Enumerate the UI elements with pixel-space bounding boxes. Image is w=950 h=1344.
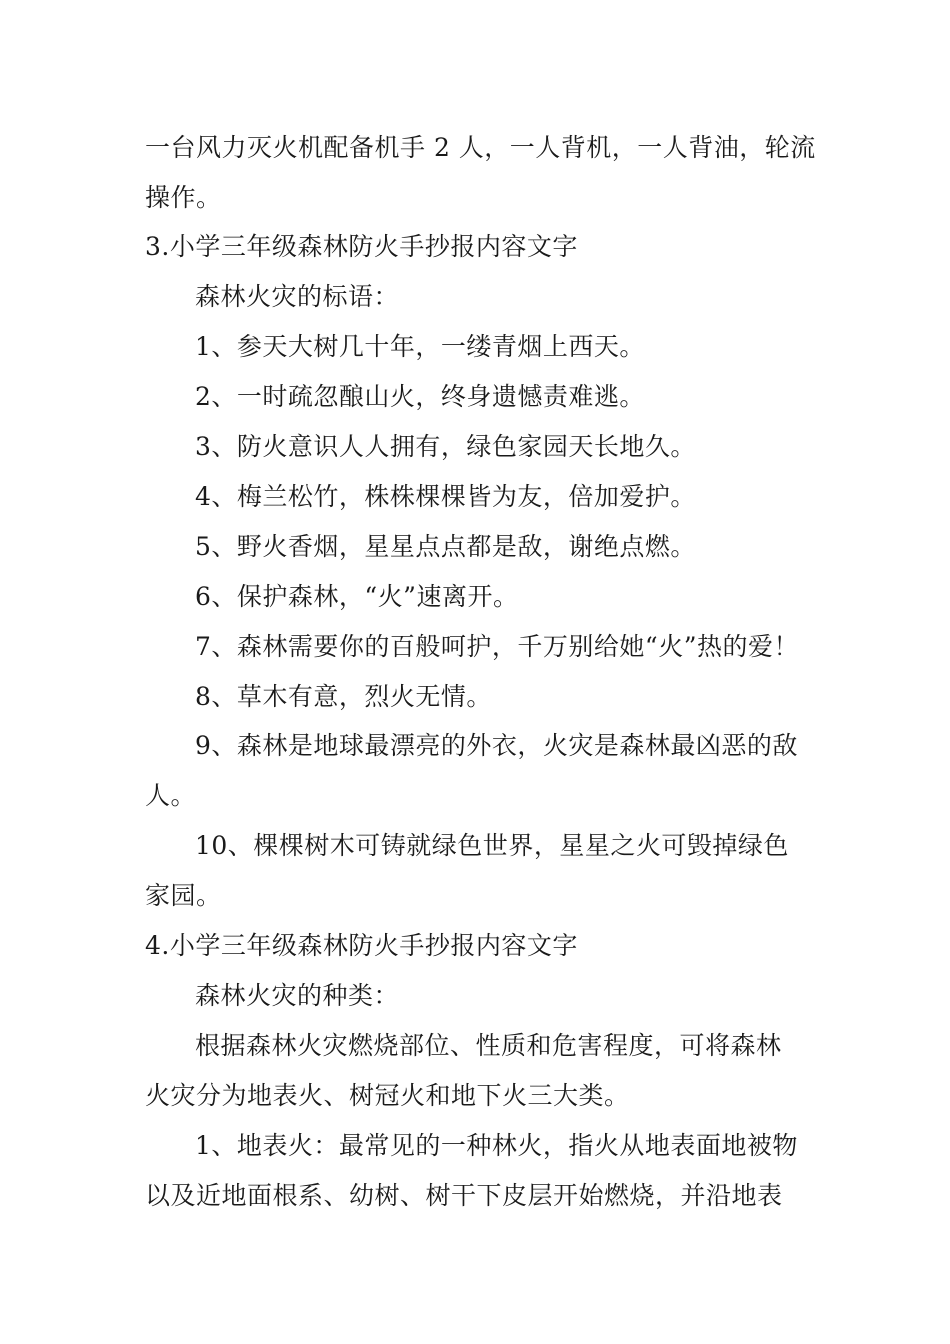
slogan-line-9-cont: 人。 [145, 781, 197, 810]
text-line-19: 根据森林火灾燃烧部位、性质和危害程度，可将森林 [195, 1031, 782, 1060]
text-line-22: 以及近地面根系、幼树、树干下皮层开始燃烧，并沿地表 [145, 1181, 783, 1210]
section-heading-4: 4.小学三年级森林防火手抄报内容文字 [145, 931, 578, 960]
section-heading-3: 3.小学三年级森林防火手抄报内容文字 [145, 232, 578, 261]
slogan-line-10-cont: 家园。 [145, 881, 222, 910]
slogan-line-3: 3、防火意识人人拥有，绿色家园天长地久。 [195, 432, 696, 461]
slogan-line-10: 10、棵棵树木可铸就绿色世界，星星之火可毁掉绿色 [195, 831, 789, 860]
slogan-line-6: 6、保护森林，“火”速离开。 [195, 582, 519, 611]
text-line-4: 森林火灾的标语： [195, 282, 400, 311]
slogan-line-5: 5、野火香烟，星星点点都是敌，谢绝点燃。 [195, 532, 696, 561]
slogan-line-4: 4、梅兰松竹，株株棵棵皆为友，倍加爱护。 [195, 482, 696, 511]
slogan-line-9: 9、森林是地球最漂亮的外衣，火灾是森林最凶恶的敌 [195, 731, 798, 760]
text-line-18: 森林火灾的种类： [195, 981, 400, 1010]
text-line-20: 火灾分为地表火、树冠火和地下火三大类。 [145, 1081, 630, 1110]
text-line-1: 一台风力灭火机配备机手 2 人，一人背机，一人背油，轮流 [145, 133, 816, 162]
slogan-line-2: 2、一时疏忽酿山火，终身遗憾责难逃。 [195, 382, 645, 411]
text-line-2: 操作。 [145, 183, 222, 212]
slogan-line-1: 1、参天大树几十年，一缕青烟上西天。 [195, 332, 645, 361]
text-line-21: 1、地表火：最常见的一种林火，指火从地表面地被物 [195, 1131, 798, 1160]
slogan-line-8: 8、草木有意，烈火无情。 [195, 682, 492, 711]
slogan-line-7: 7、森林需要你的百般呵护，千万别给她“火”热的爱！ [195, 632, 799, 661]
